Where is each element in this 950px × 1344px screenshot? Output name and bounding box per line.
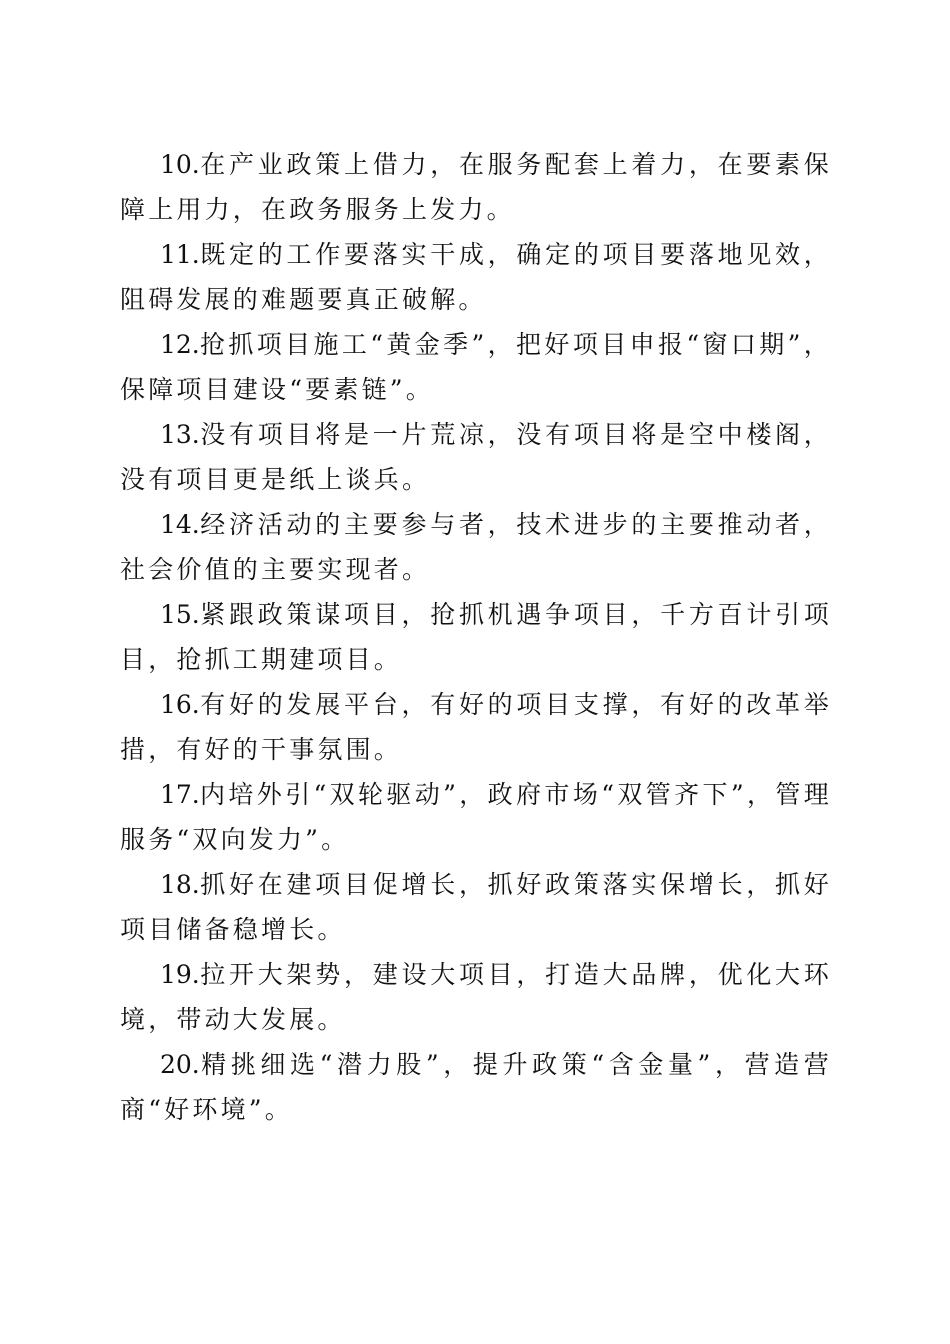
item-text: 在产业政策上借力，在服务配套上着力，在要素保障上用力，在政务服务上发力。	[120, 150, 832, 224]
item-text: 紧跟政策谋项目，抢抓机遇争项目，千方百计引项目，抢抓工期建项目。	[120, 600, 832, 674]
item-text: 经济活动的主要参与者，技术进步的主要推动者，社会价值的主要实现者。	[120, 510, 832, 584]
list-item	[120, 502, 832, 592]
list-item	[120, 772, 832, 862]
item-text: 既定的工作要落实干成，确定的项目要落地见效，阻碍发展的难题要真正破解。	[120, 240, 832, 314]
list-item	[120, 592, 832, 682]
item-text: 拉开大架势，建设大项目，打造大品牌，优化大环境，带动大发展。	[120, 960, 832, 1034]
item-number: 14.	[160, 510, 200, 539]
item-number: 11.	[160, 240, 200, 269]
item-number: 13.	[160, 420, 200, 449]
list-item	[120, 862, 832, 952]
list-item	[120, 1042, 832, 1132]
item-text: 精挑细选“潜力股”，提升政策“含金量”，营造营商“好环境”。	[120, 1050, 832, 1124]
list-item	[120, 682, 832, 772]
item-number: 15.	[160, 600, 200, 629]
list-item	[120, 952, 832, 1042]
list-item	[120, 322, 832, 412]
item-number: 17.	[160, 780, 200, 809]
list-item	[120, 142, 832, 232]
item-text: 抢抓项目施工“黄金季”，把好项目申报“窗口期”，保障项目建设“要素链”。	[120, 330, 832, 404]
item-text: 有好的发展平台，有好的项目支撑，有好的改革举措，有好的干事氛围。	[120, 690, 832, 764]
item-number: 19.	[160, 960, 200, 989]
item-number: 20.	[160, 1050, 200, 1079]
item-number: 16.	[160, 690, 200, 719]
item-text: 没有项目将是一片荒凉，没有项目将是空中楼阁，没有项目更是纸上谈兵。	[120, 420, 832, 494]
item-number: 10.	[160, 150, 200, 179]
item-number: 12.	[160, 330, 200, 359]
item-text: 内培外引“双轮驱动”，政府市场“双管齐下”，管理服务“双向发力”。	[120, 780, 832, 854]
list-item	[120, 232, 832, 322]
document-body	[120, 142, 832, 1132]
item-number: 18.	[160, 870, 200, 899]
list-item	[120, 412, 832, 502]
item-text: 抓好在建项目促增长，抓好政策落实保增长，抓好项目储备稳增长。	[120, 870, 832, 944]
